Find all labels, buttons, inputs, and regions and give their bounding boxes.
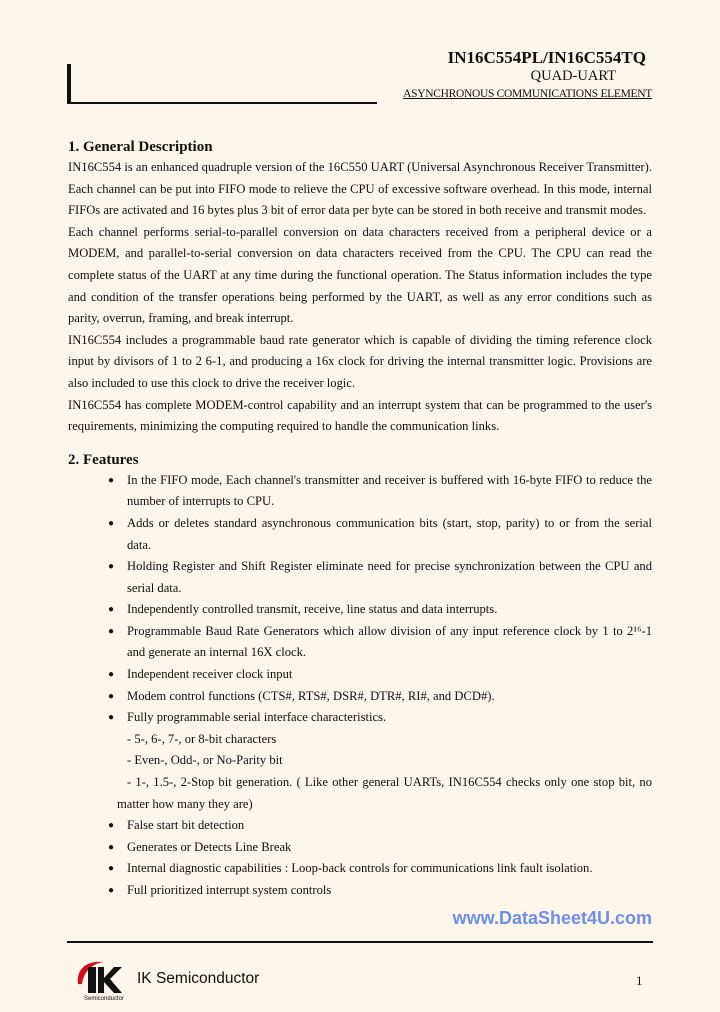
part-number: IN16C554PL/IN16C554TQ	[447, 48, 646, 67]
page-number: 1	[636, 973, 643, 988]
header-rule	[67, 102, 377, 104]
feature-item	[68, 815, 652, 837]
bullet-icon: ●	[108, 604, 115, 616]
feature-item	[68, 621, 652, 664]
feature-item	[68, 858, 652, 880]
feature-item	[68, 686, 652, 708]
feature-item	[68, 707, 652, 729]
bullet-icon: ●	[108, 669, 115, 681]
feature-item	[68, 470, 652, 513]
company-name: IK Semiconductor	[137, 970, 260, 987]
feature-text: Full prioritized interrupt system controls	[127, 883, 332, 897]
feature-text: Independently controlled transmit, receive, line status and data interrupts.	[127, 602, 498, 617]
paragraph: IN16C554 has complete MODEM-control capability and an interrupt system that can be programmed to the user's requirements, minimizing the computing required to handle the communication links.	[68, 397, 652, 434]
bullet-icon: ●	[108, 474, 115, 486]
watermark: www.DataSheet4U.com	[452, 907, 652, 928]
feature-item	[68, 880, 652, 902]
feature-text: Adds or deletes standard asynchronous communication bits (start, stop, parity) to or from the serial data.	[127, 515, 652, 552]
page-content	[68, 138, 652, 929]
sub-item: - 5-, 6-, 7-, or 8-bit characters	[127, 731, 277, 746]
bullet-icon: ●	[108, 625, 115, 637]
bullet-icon: ●	[108, 820, 115, 832]
ik-logo	[74, 958, 134, 1002]
feature-text: False start bit detection	[127, 818, 245, 833]
feature-text: Holding Register and Shift Register eliminate need for precise synchronization between the CPU and serial data.	[127, 559, 652, 595]
feature-text: Programmable Baud Rate Generators which allow division of any input reference clock by 1 to 2¹⁶-1 and generate an internal 16X clock.	[127, 623, 652, 660]
description: ASYNCHRONOUS COMMUNICATIONS ELEMENT	[403, 88, 652, 100]
feature-item	[68, 837, 652, 859]
feature-text: Modem control functions (CTS#, RTS#, DSR#, DTR#, RI#, and DCD#).	[127, 688, 495, 703]
header-bar	[67, 64, 71, 104]
paragraph: IN16C554 is an enhanced quadruple version of the 16C550 UART (Universal Asynchronous Receiver Transmitter). Each channel can be put into FIFO mode to relieve the CPU of excessive software overhead. In this mode, internal FIFOs are activated and 16 bytes plus 3 bit of error data per byte can be stored in both receive and transmit modes.	[68, 160, 652, 218]
sub-item: - 1-, 1.5-, 2-Stop bit generation. ( Like other general UARTs, IN16C554 checks only one stop bit, no matter how many they are)	[117, 775, 652, 811]
bullet-icon: ●	[108, 712, 115, 724]
paragraph: Each channel performs serial-to-parallel conversion on data characters received from a peripheral device or a MODEM, and parallel-to-serial conversion on data characters received from the CPU. The CPU can read the complete status of the UART at any time during the functional operation. The Status information includes the type and condition of the transfer operations being performed by the UART, as well as any error conditions such as parity, overrun, framing, and break interrupt.	[68, 224, 652, 326]
section-heading: 2. Features	[68, 451, 139, 468]
section-heading: 1. General Description	[68, 139, 213, 155]
feature-item	[68, 556, 652, 599]
feature-text: In the FIFO mode, Each channel's transmitter and receiver is buffered with 16-byte FIFO to reduce the number of interrupts to CPU.	[127, 472, 652, 509]
subtitle: QUAD-UART	[530, 68, 616, 84]
footer-rule	[67, 941, 653, 943]
feature-text: Generates or Detects Line Break	[127, 839, 292, 854]
bullet-icon: ●	[108, 561, 115, 573]
svg-text:Semiconductor: Semiconductor	[83, 996, 125, 1002]
feature-item	[68, 664, 652, 686]
paragraph: IN16C554 includes a programmable baud rate generator which is capable of dividing the timing reference clock input by divisors of 1 to 2 6-1, and producing a 16x clock for driving the internal transmitter logic. Provisions are also included to use this clock to drive the receiver logic.	[68, 332, 652, 390]
sub-item: - Even-, Odd-, or No-Parity bit	[127, 753, 283, 768]
feature-item	[68, 513, 652, 556]
bullet-icon: ●	[108, 863, 115, 875]
bullet-icon: ●	[108, 885, 115, 896]
feature-text: Independent receiver clock input	[127, 667, 293, 682]
bullet-icon: ●	[108, 690, 115, 702]
feature-text: Internal diagnostic capabilities : Loop-back controls for communications link fault isolation.	[127, 861, 593, 876]
feature-item	[68, 599, 652, 621]
bullet-icon: ●	[108, 517, 115, 529]
bullet-icon: ●	[108, 841, 115, 853]
feature-text: Fully programmable serial interface characteristics.	[127, 710, 387, 725]
